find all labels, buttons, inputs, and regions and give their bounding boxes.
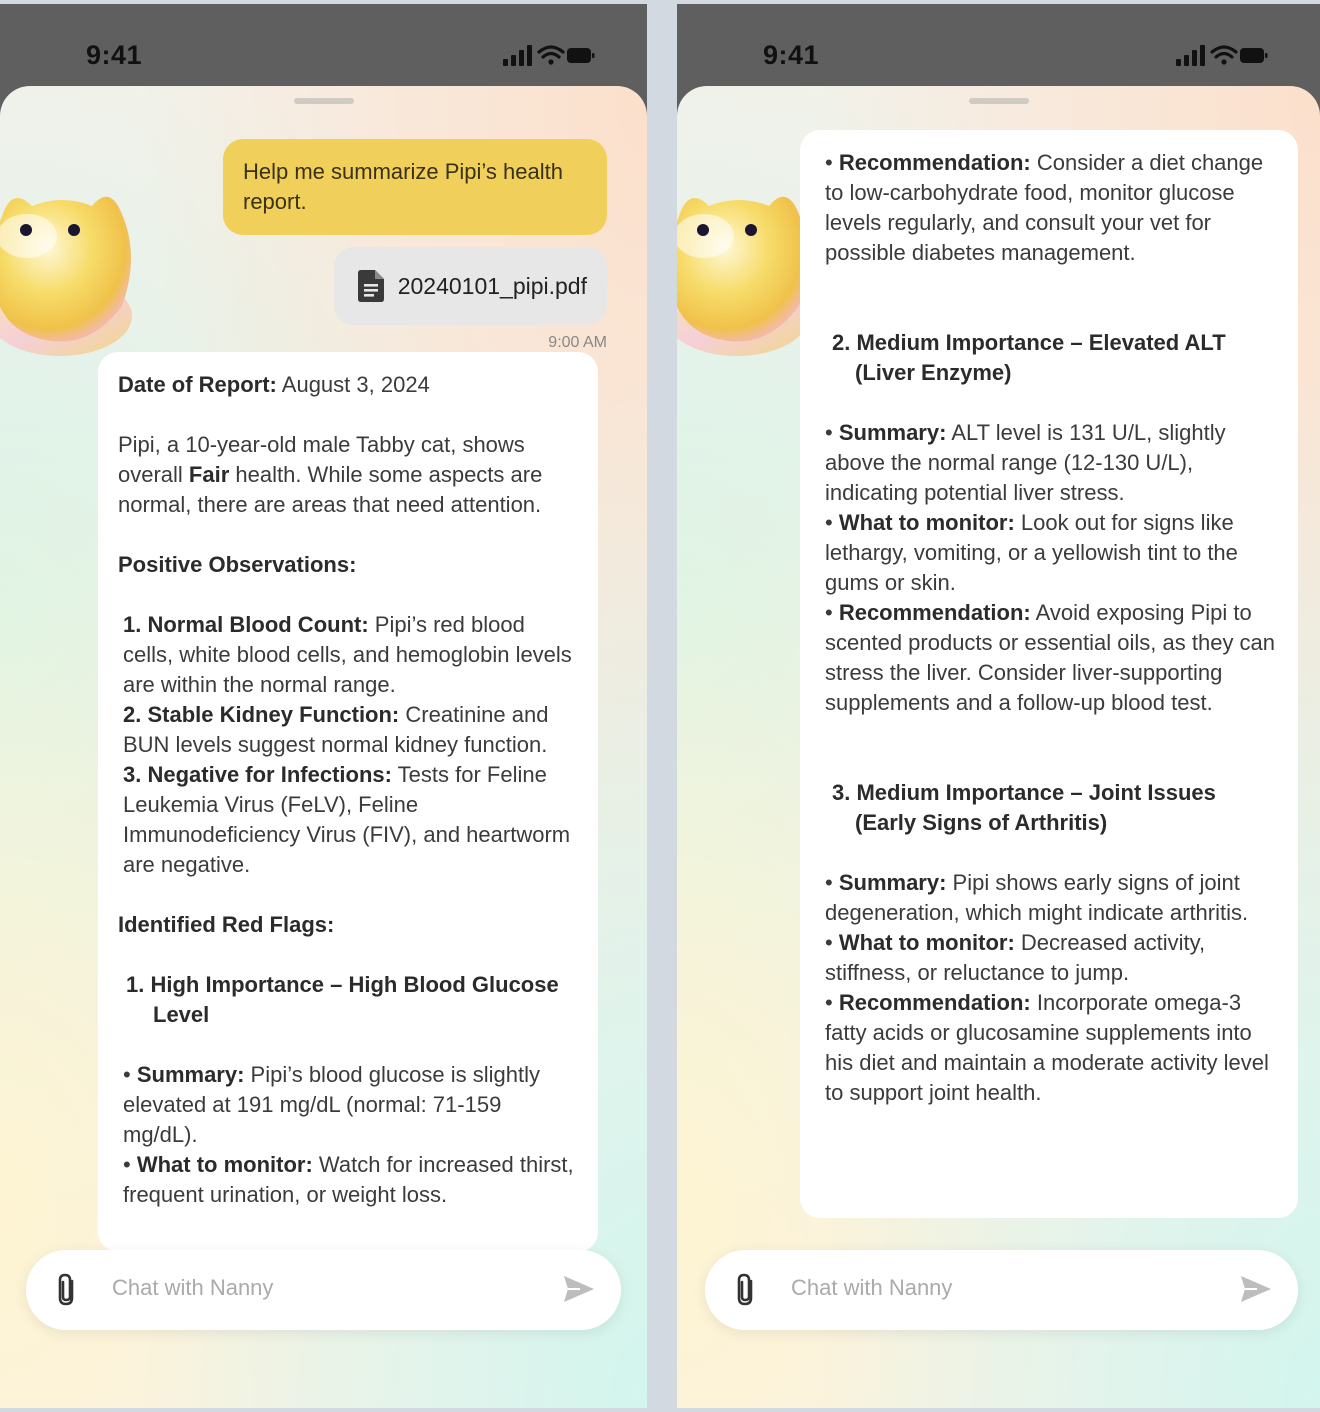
wifi-icon: [1212, 47, 1236, 65]
cellular-signal-icon: [1176, 45, 1205, 66]
status-bar: [0, 4, 647, 86]
report-intro: [118, 430, 578, 520]
status-icons: [1176, 44, 1268, 68]
flag-recommendation-text: Consider a diet change to low-carbohydrate food, monitor glucose levels regularly, and consult your vet for possible diabetes management.: [825, 150, 1264, 265]
flag-monitor-text: Decreased activity, stiffness, or reluctance to jump.: [825, 930, 1206, 985]
bot-response-card: [800, 130, 1298, 1218]
phone-screen-left: [0, 4, 647, 1408]
flag-recommendation-label: Recommendation:: [838, 150, 1031, 175]
red-flag-title: [820, 778, 1278, 838]
chat-input-bar: [26, 1250, 621, 1330]
mascot-avatar: [677, 176, 819, 366]
red-flag-title: [118, 970, 578, 1030]
positive-item-title: Normal Blood Count:: [147, 612, 369, 637]
status-bar: [677, 4, 1320, 86]
phone-screen-right: [677, 4, 1320, 1408]
flag-monitor-text: Watch for increased thirst, frequent urination, or weight loss.: [123, 1152, 574, 1207]
red-flags-heading: [118, 910, 578, 940]
flag-summary: • Summary: Pipi shows early signs of joint degeneration, which might indicate arthritis.: [825, 870, 1249, 925]
flag-recommendation: • Recommendation: Avoid exposing Pipi to scented products or essential oils, as they can stress the liver. Consider liver-supporting supplements and a follow-up blood test.: [825, 600, 1276, 715]
red-flags-heading-text: Identified Red Flags:: [118, 912, 335, 937]
flag-recommendation-label: Recommendation:: [838, 990, 1031, 1015]
intro-text-start: Pipi, a 10-year-old male Tabby cat, shows overall: [118, 432, 525, 487]
report-date-label: Date of Report:: [118, 372, 277, 397]
flag-recommendation-text: Incorporate omega-3 fatty acids or glucosamine supplements into his diet and maintain a moderate activity level to support joint health.: [825, 990, 1269, 1105]
flag-summary-text: ALT level is 131 U/L, slightly above the normal range (12-130 U/L), indicating potential liver stress.: [825, 420, 1226, 505]
positive-item-text: Tests for Feline Leukemia Virus (FeLV), Feline Immunodeficiency Virus (FIV), and heartworm are negative.: [123, 762, 571, 877]
flag-summary-label: Summary:: [136, 1062, 245, 1087]
flag-summary: • Summary: ALT level is 131 U/L, slightly above the normal range (12-130 U/L), indicating potential liver stress.: [825, 420, 1226, 505]
flag-monitor-label: What to monitor:: [136, 1152, 313, 1177]
positive-item-number: 1.: [123, 612, 148, 637]
flag-monitor: • What to monitor: Look out for signs like lethargy, vomiting, or a yellowish tint to the gums or skin.: [825, 510, 1238, 595]
chat-input-bar: [705, 1250, 1298, 1330]
chat-input[interactable]: Chat with Nanny: [791, 1275, 953, 1300]
flag-recommendation: • Recommendation: Incorporate omega-3 fatty acids or glucosamine supplements into his diet and maintain a moderate activity level to support joint health.: [825, 990, 1269, 1105]
battery-icon: [567, 48, 595, 63]
flag-summary: • Summary: Pipi’s blood glucose is slightly elevated at 191 mg/dL (normal: 71-159 mg/dL).: [123, 1062, 540, 1147]
status-time: 9:41: [763, 40, 820, 70]
intro-health-rating: Fair: [188, 462, 230, 487]
wifi-icon: [539, 47, 563, 65]
paperclip-icon[interactable]: [733, 1272, 759, 1308]
positive-item: [118, 610, 578, 700]
positive-heading-text: Positive Observations:: [118, 552, 357, 577]
report-date-value: August 3, 2024: [276, 372, 430, 397]
attachment-filename: 20240101_pipi.pdf: [397, 272, 587, 299]
flag-recommendation: • Recommendation: Consider a diet change to low-carbohydrate food, monitor glucose levels regularly, and consult your vet for possible diabetes management.: [825, 150, 1264, 265]
flag-monitor-label: What to monitor:: [838, 510, 1015, 535]
positive-item-number: 2.: [123, 702, 148, 727]
flag-summary-text: Pipi’s blood glucose is slightly elevated at 191 mg/dL (normal: 71-159 mg/dL).: [123, 1062, 540, 1147]
flag-monitor-text: Look out for signs like lethargy, vomiting, or a yellowish tint to the gums or skin.: [825, 510, 1238, 595]
red-flag-title-text: 1. High Importance – High Blood Glucose Level: [126, 972, 559, 1027]
send-icon[interactable]: [563, 1274, 595, 1304]
positive-item: [118, 760, 578, 880]
status-icons: [503, 44, 595, 68]
status-time: 9:41: [86, 40, 143, 70]
chat-sheet: [677, 86, 1320, 1408]
chat-input[interactable]: Chat with Nanny: [112, 1275, 274, 1300]
flag-monitor: • What to monitor: Decreased activity, stiffness, or reluctance to jump.: [825, 930, 1206, 985]
report-date: [118, 370, 578, 400]
intro-text-end: health. While some aspects are normal, there are areas that need attention.: [118, 462, 543, 517]
flag-recommendation-label: Recommendation:: [838, 600, 1031, 625]
cellular-signal-icon: [503, 45, 532, 66]
paperclip-icon[interactable]: [54, 1272, 80, 1308]
sheet-drag-handle[interactable]: [969, 98, 1029, 104]
attachment-bubble[interactable]: [334, 247, 607, 325]
positive-item-text: Pipi’s red blood cells, white blood cells, and hemoglobin levels are within the normal range.: [123, 612, 572, 697]
message-timestamp: 9:00 AM: [548, 334, 607, 351]
battery-icon: [1240, 48, 1268, 63]
bot-response-card: [98, 352, 598, 1252]
user-message-bubble: Help me summarize Pipi’s health report.: [223, 139, 607, 235]
mascot-avatar: [0, 176, 142, 366]
flag-summary-label: Summary:: [838, 870, 947, 895]
positive-observations-heading: [118, 550, 578, 580]
flag-recommendation-text: Avoid exposing Pipi to scented products or essential oils, as they can stress the liver. Consider liver-supporting supplements and a follow-up blood test.: [825, 600, 1276, 715]
flag-monitor: • What to monitor: Watch for increased thirst, frequent urination, or weight loss.: [123, 1152, 574, 1207]
positive-item-number: 3.: [123, 762, 148, 787]
flag-summary-label: Summary:: [838, 420, 947, 445]
red-flag-title-text: 3. Medium Importance – Joint Issues (Early Signs of Arthritis): [832, 780, 1216, 835]
positive-item-text: Creatinine and BUN levels suggest normal kidney function.: [123, 702, 549, 757]
positive-item-title: Stable Kidney Function:: [147, 702, 400, 727]
positive-item: [118, 700, 578, 760]
red-flag-title-text: 2. Medium Importance – Elevated ALT (Liver Enzyme): [832, 330, 1226, 385]
sheet-drag-handle[interactable]: [294, 98, 354, 104]
positive-item-title: Negative for Infections:: [147, 762, 392, 787]
flag-monitor-label: What to monitor:: [838, 930, 1015, 955]
red-flag-title: [820, 328, 1278, 388]
chat-sheet: [0, 86, 647, 1408]
file-icon: [358, 270, 384, 302]
send-icon[interactable]: [1240, 1274, 1272, 1304]
flag-summary-text: Pipi shows early signs of joint degeneration, which might indicate arthritis.: [825, 870, 1249, 925]
